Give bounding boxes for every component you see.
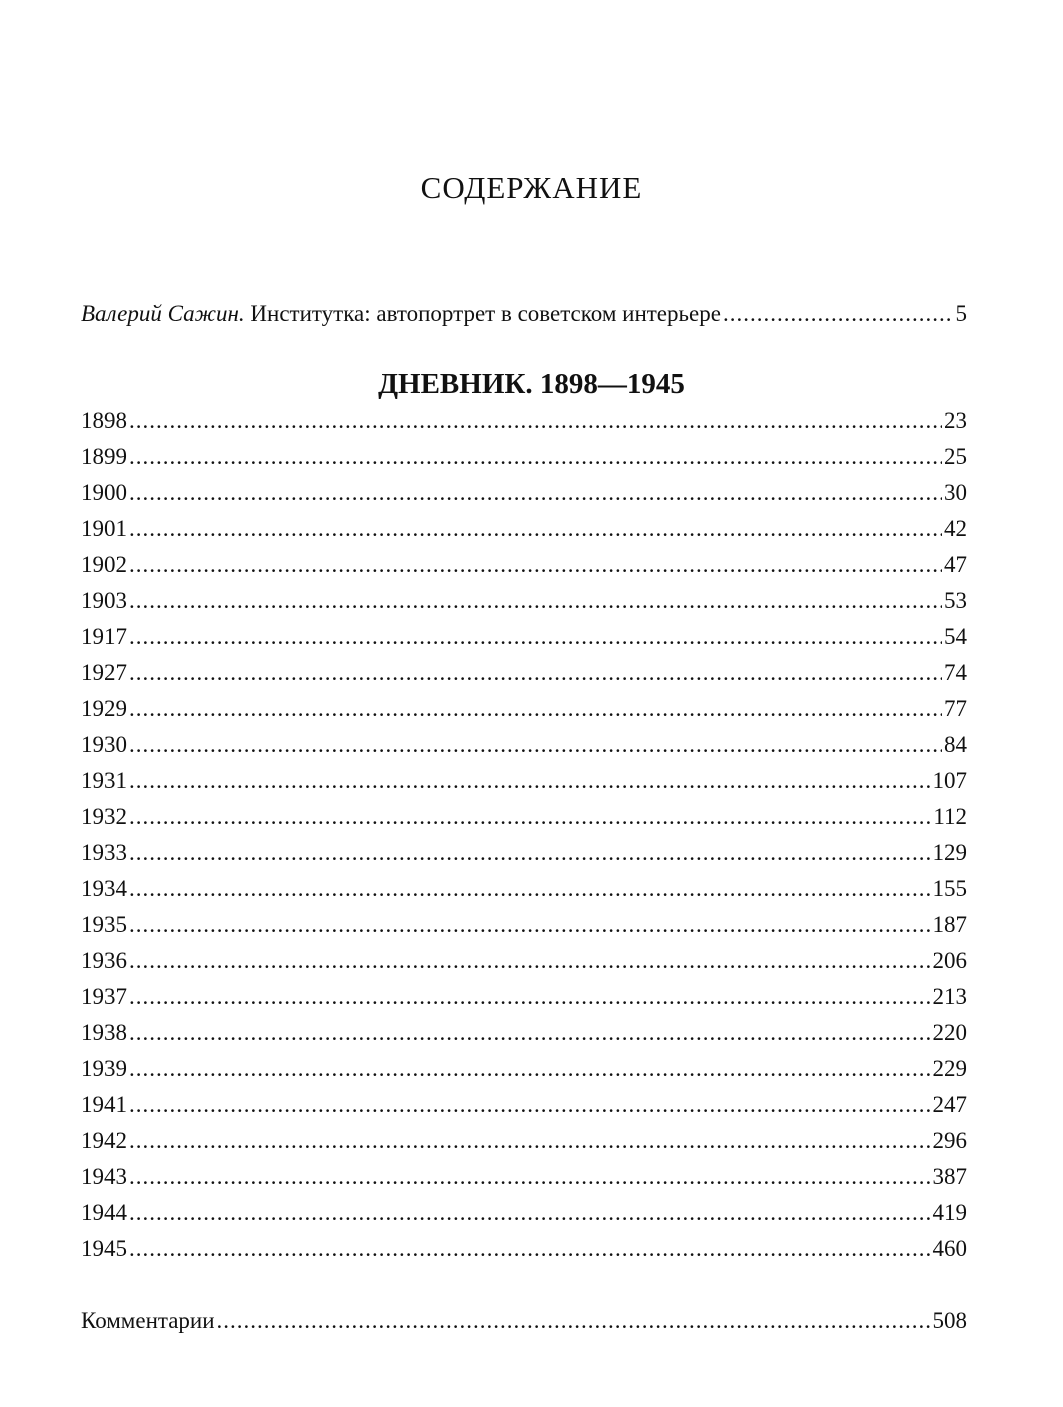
- dot-leader: [217, 1306, 931, 1336]
- dot-leader: [129, 946, 931, 976]
- toc-entry-year[interactable]: [81, 442, 967, 472]
- toc-entry-year[interactable]: [81, 1198, 967, 1228]
- toc-entry-page: 42: [944, 516, 967, 541]
- dot-leader: [129, 1126, 931, 1156]
- toc-entry-label: 1898: [81, 408, 127, 433]
- toc-entry-label: 1930: [81, 732, 127, 757]
- toc-entry-page: 107: [932, 768, 967, 793]
- dot-leader: [129, 1198, 931, 1228]
- dot-leader: [129, 442, 942, 472]
- toc-entry-page: 112: [933, 804, 967, 829]
- toc-entry-page: 84: [944, 732, 967, 757]
- page-title: СОДЕРЖАНИЕ: [420, 170, 643, 205]
- toc-entry-year[interactable]: [81, 478, 967, 508]
- toc-entry-year[interactable]: [81, 550, 967, 580]
- toc-entry-year[interactable]: [81, 730, 967, 760]
- dot-leader: [723, 299, 954, 329]
- toc-entry-year[interactable]: [81, 1162, 967, 1192]
- toc-entry-label: [81, 299, 721, 329]
- toc-entry-year[interactable]: [81, 1090, 967, 1120]
- dot-leader: [129, 874, 931, 904]
- toc-entry-year[interactable]: [81, 622, 967, 652]
- dot-leader: [129, 1018, 931, 1048]
- toc-entry-page: 296: [932, 1128, 967, 1153]
- dot-leader: [129, 910, 931, 940]
- toc-entry-page: 53: [944, 588, 967, 613]
- toc-entry-page: 74: [944, 660, 967, 685]
- dot-leader: [129, 622, 942, 652]
- toc-entry-label: 1917: [81, 624, 127, 649]
- dot-leader: [129, 982, 931, 1012]
- dot-leader: [129, 802, 931, 832]
- toc-entry-year[interactable]: [81, 982, 967, 1012]
- toc-entry-page: 5: [955, 301, 967, 326]
- toc-entry-label: 1934: [81, 876, 127, 901]
- toc-entry-page: 77: [944, 696, 967, 721]
- dot-leader: [129, 406, 942, 436]
- dot-leader: [129, 730, 942, 760]
- toc-entry-year[interactable]: [81, 514, 967, 544]
- toc-entry-page: 30: [944, 480, 967, 505]
- toc-entry-label: 1900: [81, 480, 127, 505]
- toc-entry-page: 25: [944, 444, 967, 469]
- dot-leader: [129, 514, 942, 544]
- toc-entry-year[interactable]: [81, 802, 967, 832]
- toc-entry-page: 508: [932, 1308, 967, 1333]
- dot-leader: [129, 1090, 931, 1120]
- toc-entry-label: Комментарии: [81, 1308, 215, 1333]
- dot-leader: [129, 1234, 931, 1264]
- toc-entry-page: 419: [932, 1200, 967, 1225]
- toc-entry-page: 229: [932, 1056, 967, 1081]
- dot-leader: [129, 838, 931, 868]
- intro-author: Валерий Сажин.: [81, 301, 245, 326]
- toc-entry-label: 1935: [81, 912, 127, 937]
- dot-leader: [129, 658, 942, 688]
- toc-entry-page: 187: [932, 912, 967, 937]
- toc-entry-intro[interactable]: [81, 299, 967, 329]
- toc-entry-page: 387: [932, 1164, 967, 1189]
- toc-entry-label: 1927: [81, 660, 127, 685]
- toc-entry-label: 1942: [81, 1128, 127, 1153]
- intro-title: Институтка: автопортрет в советском интерьере: [250, 301, 721, 326]
- dot-leader: [129, 766, 931, 796]
- toc-entry-year[interactable]: [81, 766, 967, 796]
- toc-entry-label: 1938: [81, 1020, 127, 1045]
- toc-entry-page: 155: [932, 876, 967, 901]
- toc-entry-label: 1899: [81, 444, 127, 469]
- dot-leader: [129, 550, 942, 580]
- toc-entry-label: 1932: [81, 804, 127, 829]
- toc-entry-page: 23: [944, 408, 967, 433]
- toc-entry-label: 1937: [81, 984, 127, 1009]
- toc-entry-label: 1943: [81, 1164, 127, 1189]
- toc-entry-year[interactable]: [81, 910, 967, 940]
- toc-entry-label: 1939: [81, 1056, 127, 1081]
- section-heading-diary: ДНЕВНИК. 1898—1945: [378, 368, 685, 400]
- toc-entry-year[interactable]: [81, 946, 967, 976]
- toc-entry-label: 1941: [81, 1092, 127, 1117]
- toc-entry-year[interactable]: [81, 838, 967, 868]
- toc-entry-page: 206: [932, 948, 967, 973]
- toc-entry-label: 1931: [81, 768, 127, 793]
- dot-leader: [129, 1054, 931, 1084]
- toc-entry-page: 220: [932, 1020, 967, 1045]
- dot-leader: [129, 1162, 931, 1192]
- toc-entry-label: 1944: [81, 1200, 127, 1225]
- toc-entry-year[interactable]: [81, 658, 967, 688]
- dot-leader: [129, 694, 942, 724]
- toc-entry-page: 213: [932, 984, 967, 1009]
- toc-entry-label: 1902: [81, 552, 127, 577]
- toc-entry-year[interactable]: [81, 874, 967, 904]
- toc-entry-page: 247: [932, 1092, 967, 1117]
- toc-entry-label: 1901: [81, 516, 127, 541]
- toc-entry-year[interactable]: [81, 1126, 967, 1156]
- toc-entry-label: 1936: [81, 948, 127, 973]
- toc-entry-label: 1929: [81, 696, 127, 721]
- toc-entry-year[interactable]: [81, 1234, 967, 1264]
- toc-entry-year[interactable]: [81, 406, 967, 436]
- toc-entry-label: 1933: [81, 840, 127, 865]
- toc-entry-year[interactable]: [81, 694, 967, 724]
- toc-entry-label: 1945: [81, 1236, 127, 1261]
- dot-leader: [129, 586, 942, 616]
- toc-entry-year[interactable]: [81, 1054, 967, 1084]
- toc-entry-page: 47: [944, 552, 967, 577]
- toc-entry-page: 460: [932, 1236, 967, 1261]
- toc-entry-page: 54: [944, 624, 967, 649]
- toc-entry-year[interactable]: [81, 586, 967, 616]
- dot-leader: [129, 478, 942, 508]
- toc-entry-comments[interactable]: [81, 1306, 967, 1336]
- toc-entry-year[interactable]: [81, 1018, 967, 1048]
- toc-entry-page: 129: [932, 840, 967, 865]
- toc-entry-label: 1903: [81, 588, 127, 613]
